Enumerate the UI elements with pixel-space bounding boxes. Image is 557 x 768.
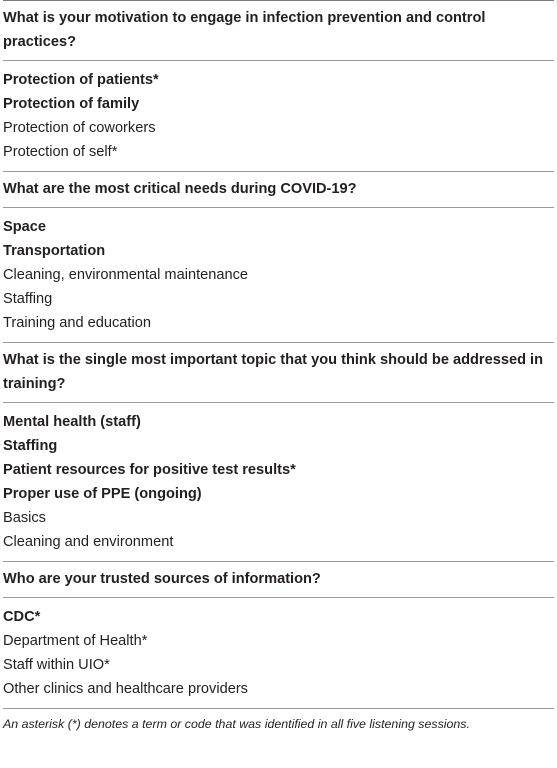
answer-item: Staff within UIO*	[3, 657, 110, 673]
answer-item: Department of Health*	[3, 633, 148, 649]
answer-item: Cleaning and environment	[3, 534, 174, 550]
answer-item: Protection of patients*	[3, 72, 159, 88]
table-footnote: An asterisk (*) denotes a term or code that was identified in all five listening sessions.	[3, 717, 470, 731]
answer-item: Basics	[3, 510, 46, 526]
answer-item: Other clinics and healthcare providers	[3, 681, 248, 697]
question-training-topic: What is the single most important topic that you think should be addressed in training?	[3, 352, 544, 392]
answer-item: Staffing	[3, 438, 58, 454]
answer-list-trusted-sources	[3, 598, 554, 708]
answer-list-training-topic	[3, 403, 554, 561]
answer-item: Protection of coworkers	[3, 120, 156, 136]
answer-item: CDC*	[3, 609, 41, 625]
answer-item: Mental health (staff)	[3, 414, 141, 430]
question-motivation: What is your motivation to engage in infection prevention and control practices?	[3, 10, 486, 50]
answer-list-critical-needs	[3, 208, 554, 342]
answer-item: Staffing	[3, 291, 53, 307]
question-critical-needs: What are the most critical needs during COVID-19?	[3, 181, 357, 197]
answer-item: Protection of self*	[3, 144, 118, 160]
answer-item: Proper use of PPE (ongoing)	[3, 486, 202, 502]
answer-item: Cleaning, environmental maintenance	[3, 267, 249, 283]
question-trusted-sources: Who are your trusted sources of information?	[3, 571, 321, 587]
answer-item: Patient resources for positive test results*	[3, 462, 296, 478]
answer-item: Transportation	[3, 243, 106, 259]
answer-item: Training and education	[3, 315, 151, 331]
answer-list-motivation	[3, 61, 554, 171]
answer-item: Protection of family	[3, 96, 140, 112]
answer-item: Space	[3, 219, 46, 235]
